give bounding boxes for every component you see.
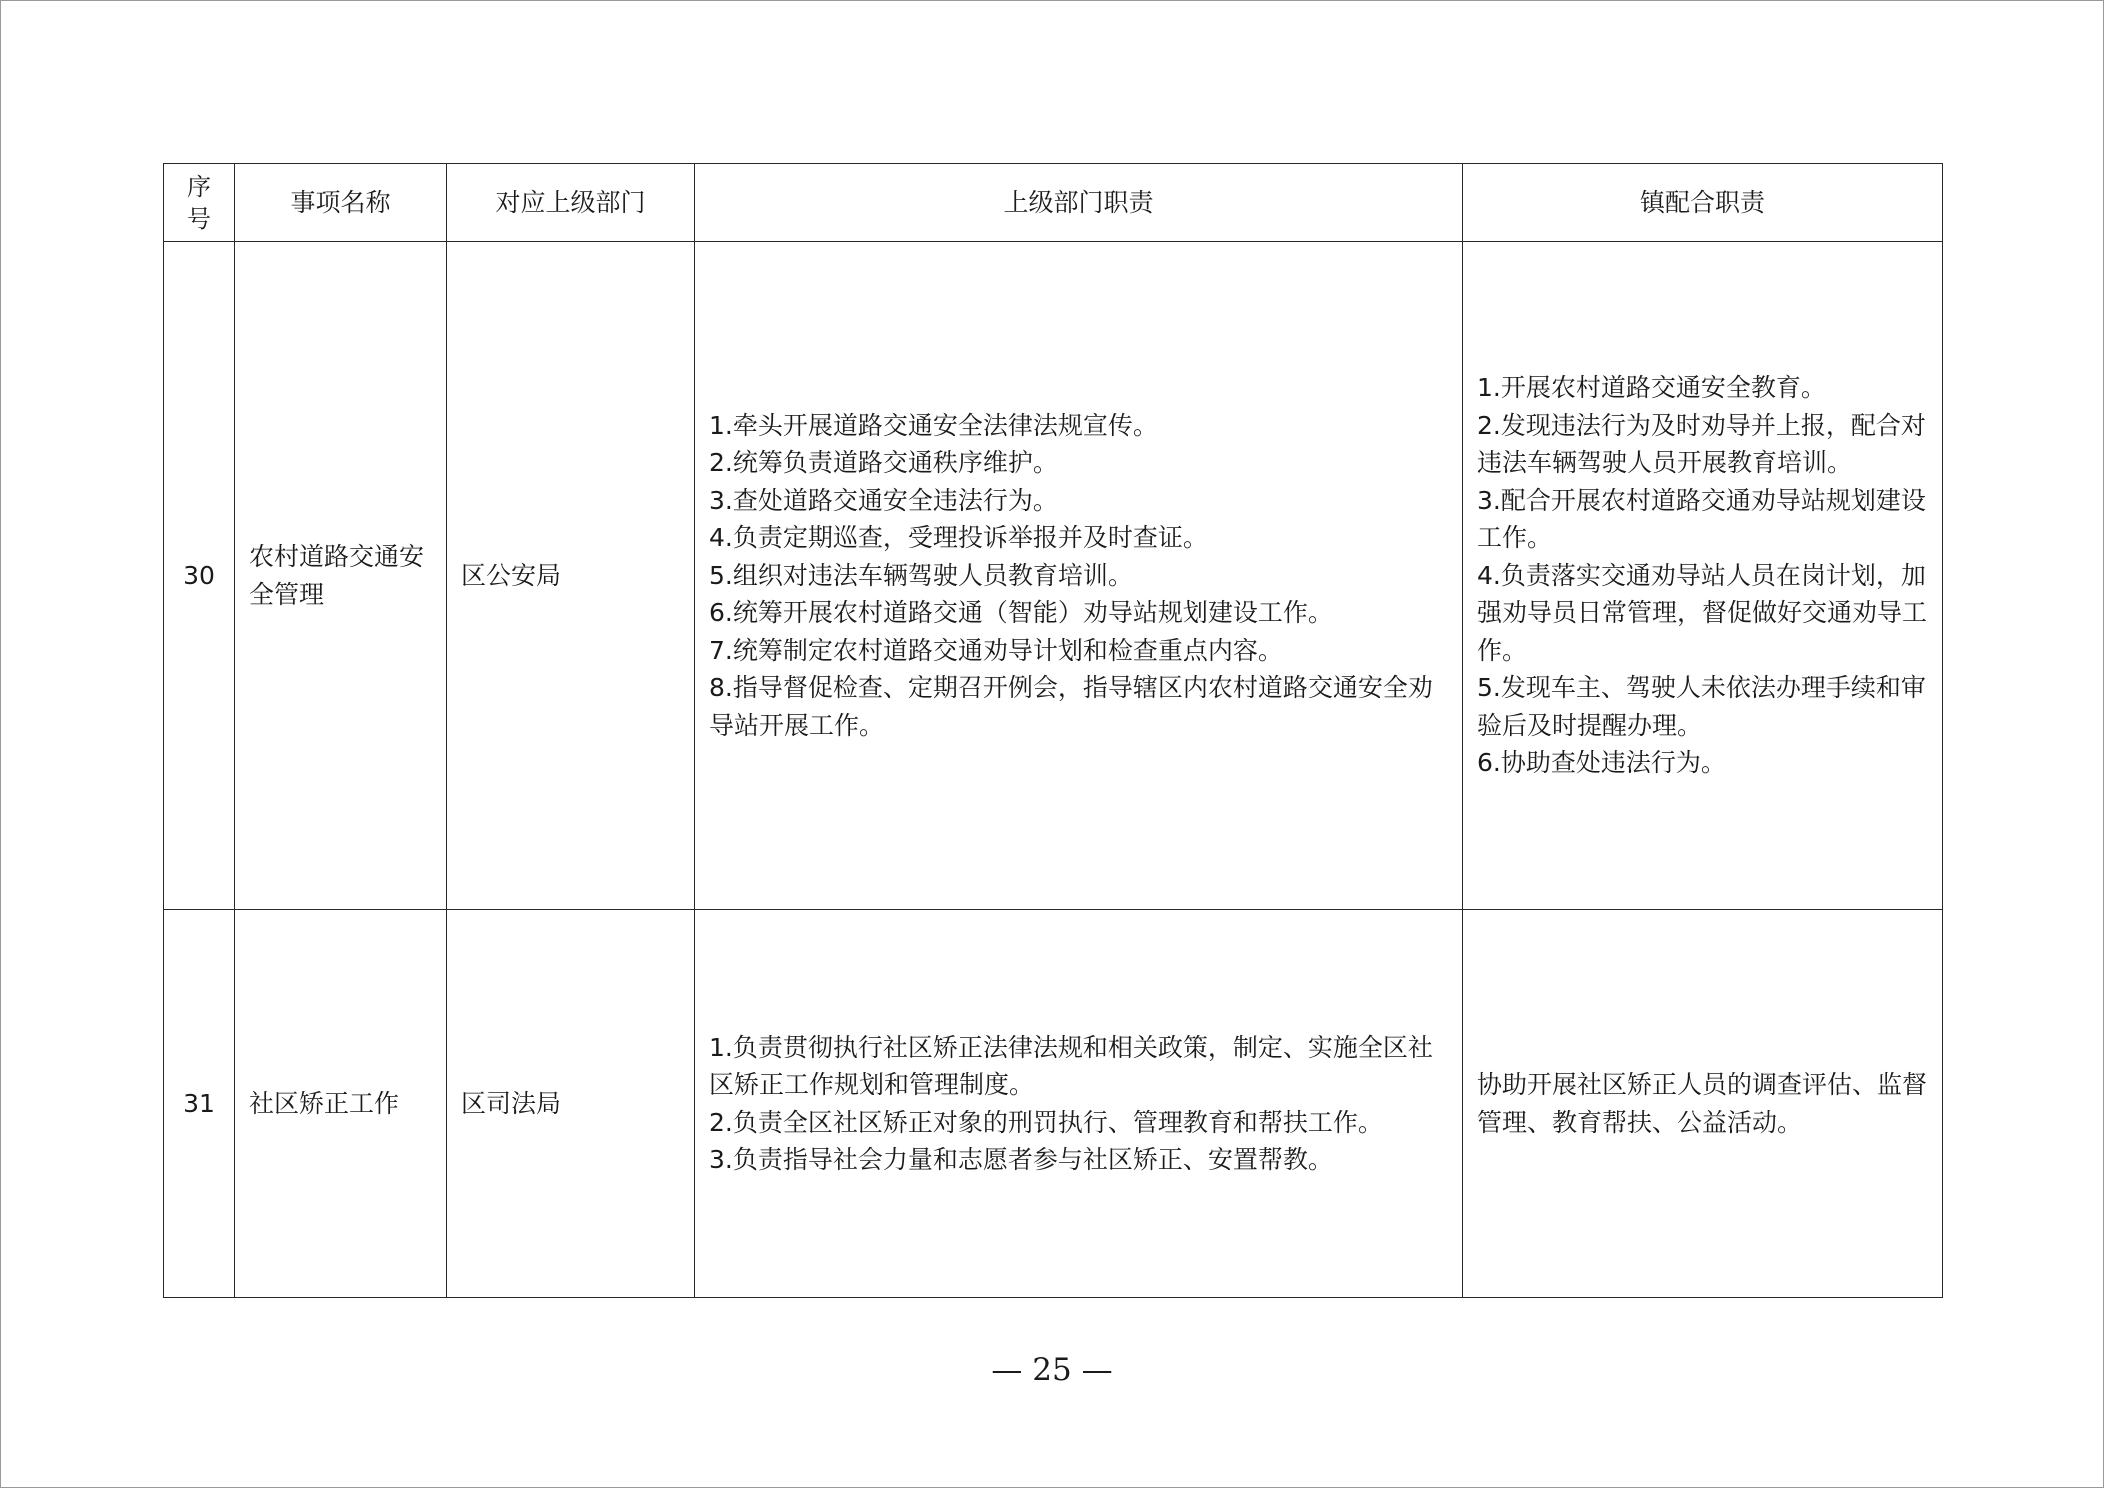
header-superior-dept: 对应上级部门 [447, 164, 695, 242]
item-name: 社区矫正工作 [235, 910, 447, 1298]
table-row [164, 242, 1943, 910]
duty-line: 4.负责落实交通劝导站人员在岗计划，加强劝导员日常管理，督促做好交通劝导工作。 [1477, 560, 1928, 665]
duty-line: 4.负责定期巡查，受理投诉举报并及时查证。 [709, 523, 1208, 553]
duty-line: 3.查处道路交通安全违法行为。 [709, 485, 1058, 515]
superior-dept: 区司法局 [447, 910, 695, 1298]
duty-line: 2.统筹负责道路交通秩序维护。 [709, 448, 1058, 478]
header-no: 序 号 [164, 164, 235, 242]
page-number: — 25 — [991, 1352, 1113, 1388]
row-number: 31 [164, 910, 235, 1298]
row-number: 30 [164, 242, 235, 910]
duty-line: 7.统筹制定农村道路交通劝导计划和检查重点内容。 [709, 635, 1283, 665]
duty-line: 3.配合开展农村道路交通劝导站规划建设工作。 [1477, 485, 1926, 553]
duty-line: 2.发现违法行为及时劝导并上报，配合对违法车辆驾驶人员开展教育培训。 [1477, 410, 1926, 478]
town-duties [1463, 910, 1943, 1298]
duty-line: 5.组织对违法车辆驾驶人员教育培训。 [709, 560, 1133, 590]
duty-line: 6.统筹开展农村道路交通（智能）劝导站规划建设工作。 [709, 598, 1333, 628]
town-duties [1463, 242, 1943, 910]
duty-line: 3.负责指导社会力量和志愿者参与社区矫正、安置帮教。 [709, 1145, 1333, 1174]
table-row [164, 910, 1943, 1298]
duty-line: 5.发现车主、驾驶人未依法办理手续和审验后及时提醒办理。 [1477, 673, 1926, 740]
superior-duties [695, 910, 1463, 1298]
table-header-row [164, 164, 1943, 242]
duty-line: 8.指导督促检查、定期召开例会，指导辖区内农村道路交通安全劝导站开展工作。 [709, 673, 1433, 740]
duty-table [163, 163, 1943, 1298]
item-name: 农村道路交通安全管理 [235, 242, 447, 910]
duty-line: 1.负责贯彻执行社区矫正法律法规和相关政策，制定、实施全区社区矫正工作规划和管理制度。 [709, 1032, 1433, 1099]
duty-line: 2.负责全区社区矫正对象的刑罚执行、管理教育和帮扶工作。 [709, 1107, 1383, 1137]
duty-line: 1.开展农村道路交通安全教育。 [1477, 373, 1826, 403]
superior-duties [695, 242, 1463, 910]
header-town-duties: 镇配合职责 [1463, 164, 1943, 242]
duty-line: 6.协助查处违法行为。 [1477, 748, 1726, 778]
header-superior-duties: 上级部门职责 [695, 164, 1463, 242]
header-item-name: 事项名称 [235, 164, 447, 242]
superior-dept: 区公安局 [447, 242, 695, 910]
duty-line: 协助开展社区矫正人员的调查评估、监督管理、教育帮扶、公益活动。 [1477, 1070, 1928, 1137]
duty-line: 1.牵头开展道路交通安全法律法规宣传。 [709, 410, 1158, 440]
